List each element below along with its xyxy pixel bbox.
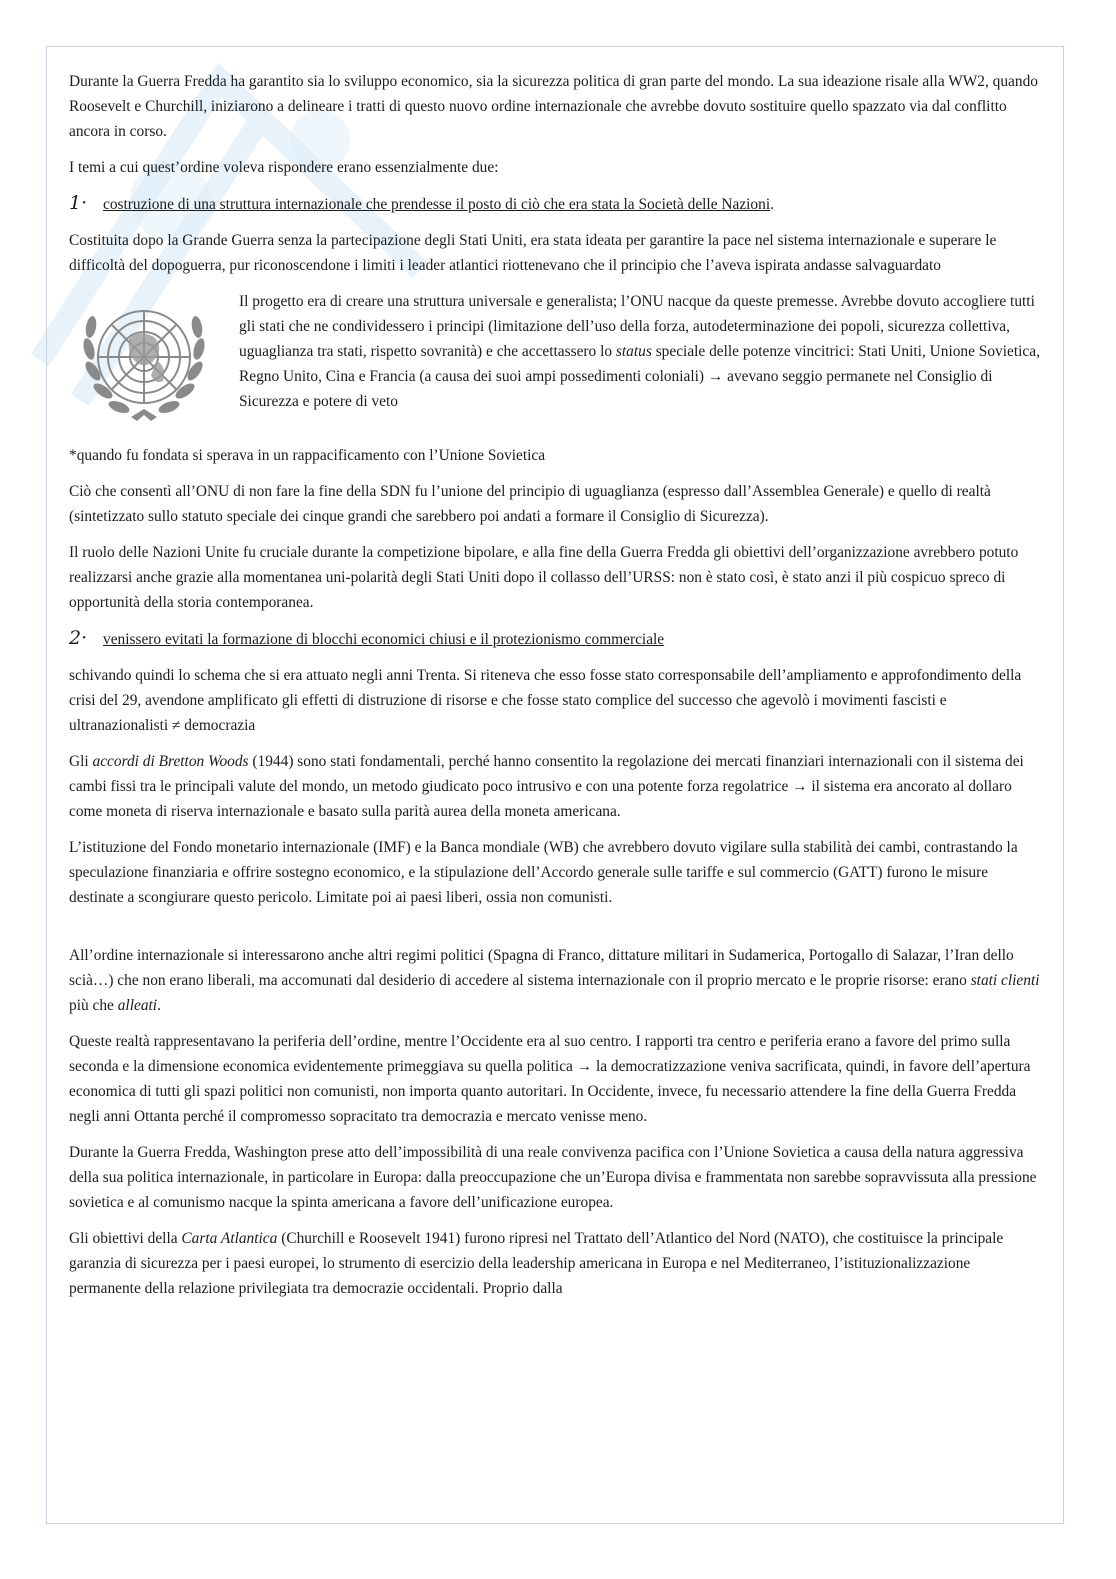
paragraph-with-logo: Il progetto era di creare una struttura universale e generalista; l’ONU nacque da queste premesse. Avrebbe dovuto accogliere tutti gli stati che ne condividessero i principi (limitazione dell’uso della forza, autodeterminazione dei popoli, sicurezza collettiva, uguaglianza tra stati, rispetto sovranità) e che accettassero lo status speciale delle potenze vincitrici: Stati Uniti, Unione Sovietica, Regno Unito, Cina e Francia (a causa dei suoi ampi possedimenti coloniali) → avevano seggio permanete nel Consiglio di Sicurezza e potere di veto [69, 289, 1045, 414]
item-heading-end: . [770, 196, 774, 213]
paragraph: Durante la Guerra Fredda ha garantito sia lo sviluppo economico, sia la sicurezza politica di gran parte del mondo. La sua ideazione risale alla WW2, quando Roosevelt e Churchill, iniziarono a delineare i tratti di questo nuovo ordine internazionale che avrebbe dovuto sostituire quello spazzato via dal conflitto ancora in corso. [69, 73, 1038, 140]
item-number: 1· [69, 192, 88, 214]
item-heading: costruzione di una struttura internazionale che prendesse il posto di ciò che era stata la Società delle Nazioni [103, 196, 771, 213]
item-heading: venissero evitati la formazione di blocchi economici chiusi e il protezionismo commerciale [103, 631, 665, 648]
footnote: *quando fu fondata si sperava in un rappacificamento con l’Unione Sovietica [69, 447, 546, 464]
paragraph: Durante la Guerra Fredda, Washington prese atto dell’impossibilità di una reale convivenza pacifica con l’Unione Sovietica a causa della natura aggressiva della sua politica internazionale, in particolare in Europa: dalla preoccupazione che un’Europa divisa e frammentata non sarebbe sopravvissuta alla pressione sovietica e al comunismo nacque la spinta americana a favore dell’unificazione europea. [69, 1144, 1037, 1211]
paragraph: L’istituzione del Fondo monetario internazionale (IMF) e la Banca mondiale (WB) che avrebbero dovuto vigilare sulla stabilità dei cambi, contrastando la speculazione finanziaria e offrire sostegno economico, e la stipulazione dell’Accordo generale sulle tariffe e sul commercio (GATT) furono le misure destinate a scongiurare questo pericolo. Limitate poi ai paesi liberi, ossia non comunisti. [69, 839, 1018, 906]
page-frame [46, 46, 1064, 1524]
paragraph: Queste realtà rappresentavano la periferia dell’ordine, mentre l’Occidente era al suo centro. I rapporti tra centro e periferia erano a favore del primo sulla seconda e la dimensione economica evidentemente primeggiava su quella politica → la democratizzazione veniva sacrificata, quindi, in favore dell’apertura economica di tutti gli spazi politici non comunisti, non importa quanto autoritari. In Occidente, invece, fu necessario attendere la fine della Guerra Fredda negli anni Ottanta perché il compromesso sopracitato tra democrazia e mercato venisse meno. [69, 1033, 1031, 1125]
numbered-item-2 [69, 626, 1045, 652]
document-body [69, 69, 1045, 1312]
paragraph: Costituita dopo la Grande Guerra senza la partecipazione degli Stati Uniti, era stata ideata per garantire la pace nel sistema internazionale e superare le difficoltà del dopoguerra, pur riconoscendone i limiti i leader atlantici riottenevano che il principio che l’aveva ispirata andasse salvaguardato [69, 232, 997, 274]
item-number: 2· [69, 627, 88, 649]
paragraph: All’ordine internazionale si interessarono anche altri regimi politici (Spagna di Franco, dittature militari in Sudamerica, Portogallo di Salazar, l’Iran dello scià…) che non erano liberali, ma accomunati dal desiderio di accedere al sistema internazionale con il proprio mercato e le proprie risorse: erano stati clienti più che alleati. [69, 947, 1040, 1014]
paragraph: schivando quindi lo schema che si era attuato negli anni Trenta. Si riteneva che esso fosse stato corresponsabile dell’ampliamento e approfondimento della crisi del 29, avendone amplificato gli effetti di distruzione di risorse e che fosse stato complice del successo che agevolò i movimenti fascisti e ultranazionalisti ≠ democrazia [69, 667, 1022, 734]
paragraph: Gli obiettivi della Carta Atlantica (Churchill e Roosevelt 1941) furono ripresi nel Trattato dell’Atlantico del Nord (NATO), che costituisce la principale garanzia di sicurezza per i paesi europei, lo strumento di esercizio della leadership americana in Europa e nel Mediterraneo, l’istituzionalizzazione permanente della relazione privilegiata tra democrazie occidentali. Proprio dalla [69, 1230, 1004, 1297]
paragraph: Ciò che consentì all’ONU di non fare la fine della SDN fu l’unione del principio di uguaglianza (espresso dall’Assemblea Generale) e quello di realtà (sintetizzato sullo statuto speciale dei cinque grandi che sarebbero poi andati a formare il Consiglio di Sicurezza). [69, 483, 991, 525]
un-emblem-icon [69, 289, 219, 439]
paragraph: I temi a cui quest’ordine voleva rispondere erano essenzialmente due: [69, 159, 499, 176]
paragraph: Il ruolo delle Nazioni Unite fu cruciale durante la competizione bipolare, e alla fine della Guerra Fredda gli obiettivi dell’organizzazione avrebbero potuto realizzarsi anche grazie alla momentanea uni-polarità degli Stati Uniti dopo il collasso dell’URSS: non è stato così, è stato anzi il più cospicuo spreco di opportunità della storia contemporanea. [69, 544, 1019, 611]
numbered-item-1 [69, 191, 1045, 217]
paragraph: Gli accordi di Bretton Woods (1944) sono stati fondamentali, perché hanno consentito la regolazione dei mercati finanziari internazionali con il sistema dei cambi fissi tra le principali valute del mondo, un metodo giudicato poco intrusivo e con una potente forza regolatrice → il sistema era ancorato al dollaro come moneta di riserva internazionale e basato sulla parità aurea della moneta americana. [69, 753, 1024, 820]
